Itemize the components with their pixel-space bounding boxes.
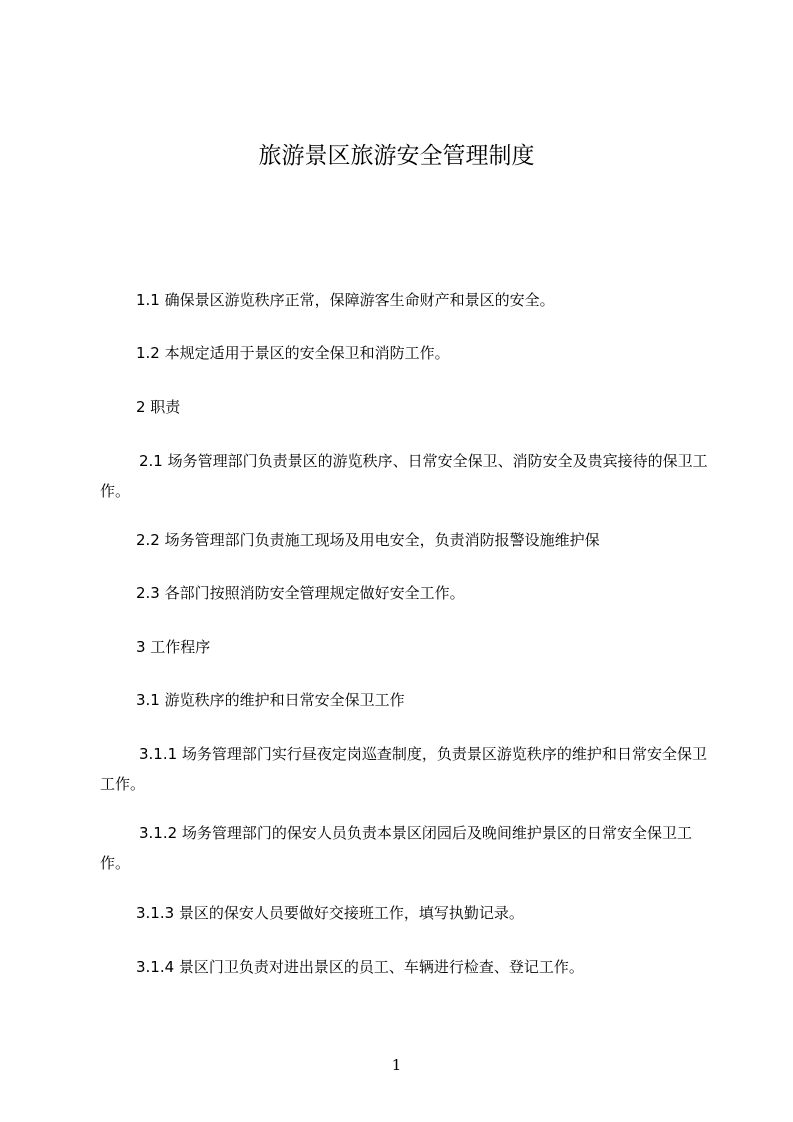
paragraph-1-2: 1.2 本规定适用于景区的安全保卫和消防工作。 — [136, 344, 450, 362]
paragraph-3-1-2: 3.1.2 场务管理部门的保安人员负责本景区闭园后及晚间维护景区的日常安全保卫工作。 — [100, 824, 692, 872]
document-title: 旅游景区旅游安全管理制度 — [258, 143, 535, 169]
section-heading-3: 3 工作程序 — [136, 638, 211, 656]
paragraph-2-1: 2.1 场务管理部门负责景区的游览秩序、日常安全保卫、消防安全及贵宾接待的保卫工作。 — [100, 452, 708, 500]
page-number: 1 — [391, 1056, 402, 1074]
paragraph-1-1: 1.1 确保景区游览秩序正常，保障游客生命财产和景区的安全。 — [136, 291, 555, 309]
paragraph-3-1: 3.1 游览秩序的维护和日常安全保卫工作 — [136, 691, 405, 709]
paragraph-3-1-4: 3.1.4 景区门卫负责对进出景区的员工、车辆进行检查、登记工作。 — [136, 958, 584, 976]
paragraph-2-3: 2.3 各部门按照消防安全管理规定做好安全工作。 — [136, 584, 465, 602]
paragraph-3-1-3: 3.1.3 景区的保安人员要做好交接班工作，填写执勤记录。 — [136, 904, 524, 922]
paragraph-3-1-1: 3.1.1 场务管理部门实行昼夜定岗巡查制度，负责景区游览秩序的维护和日常安全保卫工作。 — [100, 745, 707, 793]
paragraph-2-2: 2.2 场务管理部门负责施工现场及用电安全，负责消防报警设施维护保 — [136, 531, 600, 549]
section-heading-2: 2 职责 — [136, 398, 181, 416]
